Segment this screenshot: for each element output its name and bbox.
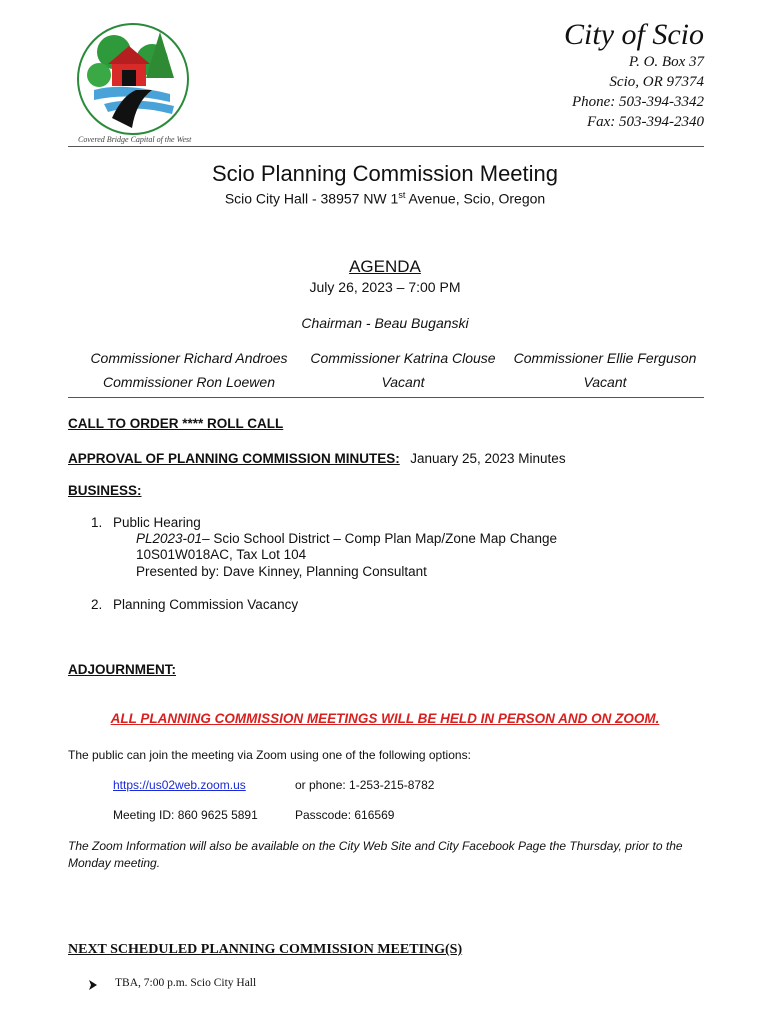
next-meeting-heading: NEXT SCHEDULED PLANNING COMMISSION MEETING(S) (68, 942, 463, 957)
zoom-note: The Zoom Information will also be available on the City Web Site and City Facebook Page the Thursday, prior to the Monday meeting. (68, 839, 683, 870)
city-name: City of Scio (564, 18, 704, 51)
commissioner-5: Vacant (381, 374, 425, 390)
call-to-order: CALL TO ORDER **** ROLL CALL (68, 416, 284, 431)
adjournment-heading: ADJOURNMENT: (68, 662, 176, 677)
approval-label: APPROVAL OF PLANNING COMMISSION MINUTES: (68, 451, 400, 466)
city-state-zip: Scio, OR 97374 (609, 74, 704, 90)
city-logo (74, 20, 192, 138)
meeting-title: Scio Planning Commission Meeting (211, 161, 559, 186)
item1-number: 1. (91, 515, 103, 530)
arrow-bullet-icon (89, 980, 97, 990)
tagline: Covered Bridge Capital of the West (78, 135, 192, 144)
zoom-notice: ALL PLANNING COMMISSION MEETINGS WILL BE HELD IN PERSON AND ON ZOOM. (110, 711, 660, 726)
po-box: P. O. Box 37 (628, 54, 704, 70)
item2-title: Planning Commission Vacancy (113, 597, 299, 612)
header-divider (68, 146, 704, 147)
approval-value: January 25, 2023 Minutes (410, 451, 566, 466)
business-heading: BUSINESS: (68, 483, 142, 498)
commissioner-4: Commissioner Ron Loewen (103, 374, 275, 390)
item1-description: PL2023-01– Scio School District – Comp Plan Map/Zone Map Change (136, 531, 557, 546)
zoom-passcode: Passcode: 616569 (295, 808, 395, 822)
item1-presenter: Presented by: Dave Kinney, Planning Consultant (136, 564, 427, 579)
item1-tax-lot: 10S01W018AC, Tax Lot 104 (136, 547, 307, 562)
zoom-link[interactable]: https://us02web.zoom.us (113, 778, 246, 792)
zoom-meeting-id: Meeting ID: 860 9625 5891 (113, 808, 258, 822)
zoom-intro: The public can join the meeting via Zoom using one of the following options: (68, 748, 471, 762)
item2-number: 2. (91, 597, 103, 612)
agenda-heading: AGENDA (349, 257, 421, 276)
approval-line (68, 450, 566, 468)
next-meeting-item: TBA, 7:00 p.m. Scio City Hall (115, 977, 257, 989)
commissioner-2: Commissioner Katrina Clouse (310, 350, 496, 366)
zoom-phone: or phone: 1-253-215-8782 (295, 778, 435, 792)
commissioner-6: Vacant (583, 374, 627, 390)
phone-number: Phone: 503-394-3342 (571, 94, 704, 110)
commissioners-divider (68, 397, 704, 398)
meeting-date: July 26, 2023 – 7:00 PM (309, 279, 461, 295)
fax-number: Fax: 503-394-2340 (586, 114, 704, 130)
item1-title: Public Hearing (113, 515, 201, 530)
chairman: Chairman - Beau Buganski (301, 315, 469, 331)
commissioner-1: Commissioner Richard Androes (90, 350, 288, 366)
meeting-location: Scio City Hall - 38957 NW 1st Avenue, Scio, Oregon (224, 190, 546, 207)
commissioner-3: Commissioner Ellie Ferguson (513, 350, 697, 366)
